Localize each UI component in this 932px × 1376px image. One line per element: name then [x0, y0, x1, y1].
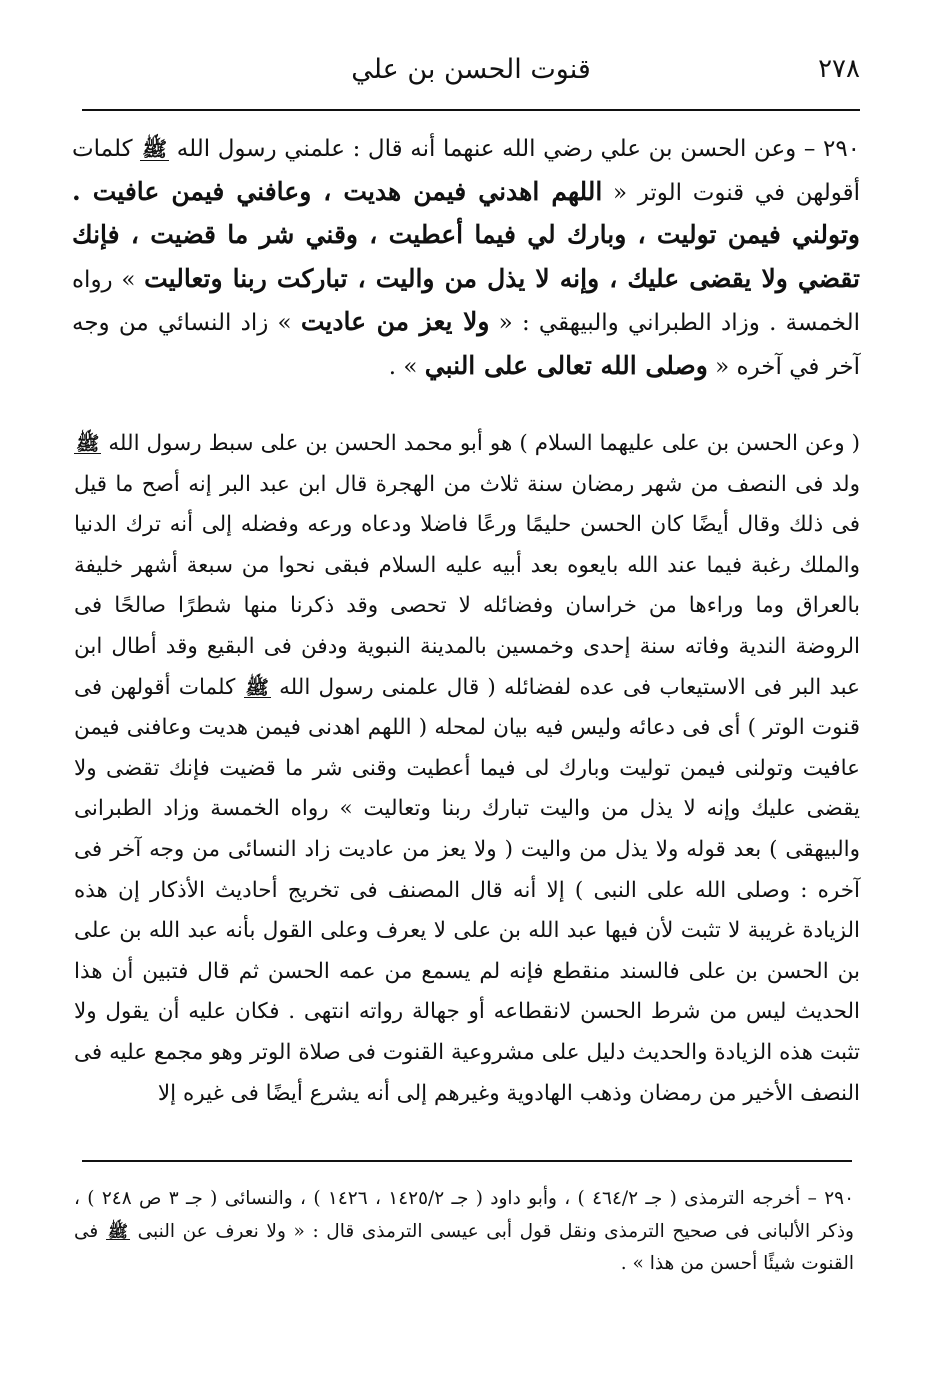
hadith-closing: » .	[388, 353, 418, 380]
footnote-part-2: فى القنوت شيئًا أحسن من هذا » .	[74, 1220, 854, 1274]
commentary-part-2: ولد فى النصف من شهر رمضان سنة ثلاث من الهجرة قال ابن عبد البر إنه أصح ما قيل فى ذلك وقال أيضًا كان الحسن حليمًا ورعًا فاضلا ودعاه ورعه وفضله إلى أنه ترك الدنيا والملك رغبة فيما عند الله بايعوه بعد أبيه عليه السلام فبقى نحوا من سبعة أشهر خليفة بالعراق وما وراءها من خراسان وفضائله لا تحصى وقد ذكرنا منها شطرًا صالحًا فى الروضة الندية وفاته سنة إحدى وخمسين بالمدينة النبوية ودفن فى البقيع وقد أطال ابن عبد البر فى الاستيعاب فى عده لفضائله ( قال علمنى رسول الله	[74, 471, 861, 700]
footnote-rule	[82, 1160, 852, 1162]
salawat-symbol: ﷺ	[142, 137, 168, 161]
nasai-addition-text: » زاد النسائي من وجه آخر في آخره «	[72, 310, 860, 380]
hadith-intro: ٢٩٠ – وعن الحسن بن علي رضي الله عنهما أنه قال : علمني رسول الله	[176, 136, 861, 162]
footnote-part-1: ٢٩٠ – أخرجه الترمذى ( جـ ٤٦٤/٢ ) ، وأبو داود ( جـ ١٤٢٥/٢ ، ١٤٢٦ ) ، والنسائى ( جـ ٣ ص ٢٤٨ ) ، وذكر الألبانى فى صحيح الترمذى ونقل قول أبى عيسى الترمذى قال : « ولا نعرف عن النبى	[74, 1188, 855, 1242]
page-header	[82, 50, 860, 100]
running-title: قنوت الحسن بن علي	[351, 54, 591, 85]
page-number: ٢٧٨	[818, 54, 860, 84]
salawat-symbol: ﷺ	[76, 432, 100, 455]
hadith-text	[72, 128, 860, 388]
salawat-symbol: ﷺ	[107, 1220, 128, 1241]
salawat-symbol: ﷺ	[245, 675, 269, 699]
dua-addition: ولا يعز من عاديت	[300, 307, 490, 336]
commentary-text	[74, 424, 860, 1114]
dua-text: اللهم اهدني فيمن هديت ، وعافني فيمن عافيت . وتولني فيمن توليت ، وبارك لي فيما أعطيت ، وقني شر ما قضيت ، فإنك تقضي ولا يقضى عليك ، وإنه لا يذل من واليت ، تباركت ربنا وتعاليت	[72, 176, 861, 293]
commentary-part-3: كلمات أقولهن فى قنوت الوتر ) أى فى دعائه وليس فيه بيان لمحله ( اللهم اهدنى فيمن هديت وعافنى فيمن عافيت وتولنى فيمن توليت وبارك لى فيما أعطيت وقنى شر ما قضيت فإنك تقضى ولا يقضى عليك وإنه لا يذل من واليت تبارك ربنا وتعاليت » رواه الخمسة وزاد الطبرانى والبيهقى ) بعد قوله ولا يذل من واليت ( ولا يعز من عاديت زاد النسائى من وجه آخر فى آخره : وصلى الله على النبى ) إلا أنه قال المصنف فى تخريج أحاديث الأذكار إن هذه الزيادة غريبة لا تثبت لأن فيها عبد الله بن على لا يعرف وعلى القول بأنه عبد الله بن على بن الحسن بن على فالسند منقطع فإنه لم يسمع من عمه الحسن ثم قال فتبين أن هذا الحديث ليس من شرط الحسن لانقطاعه أو جهالة رواته انتهى . فكان عليه أن يقول ولا تثبت هذه الزيادة والحديث دليل على مشروعية القنوت فى صلاة الوتر وهو مجمع عليه فى النصف الأخير من رمضان وذهب الهادوية وغيرهم إلى أنه يشرع أيضًا فى غيره إلا	[74, 674, 860, 1106]
header-rule	[82, 109, 860, 111]
footnote	[74, 1183, 854, 1281]
hadith-attribution: » رواه الخمسة . وزاد الطبراني والبيهقي : «	[72, 266, 861, 336]
commentary-part-1: ( وعن الحسن بن على عليهما السلام ) هو أبو محمد الحسن بن على سبط رسول الله	[108, 431, 860, 456]
hadith-intro-text: كلمات أقولهن في قنوت الوتر «	[72, 136, 860, 206]
salawat-addition: وصلى الله تعالى على النبي	[424, 350, 708, 380]
